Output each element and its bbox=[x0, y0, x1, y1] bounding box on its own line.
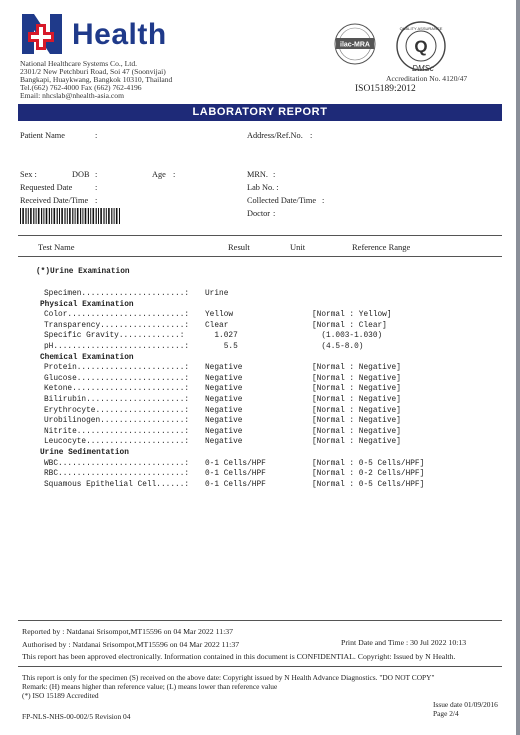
lab-no-label: Lab No. : bbox=[247, 183, 279, 192]
approved-notice: This report has been approved electronically. Information contained in this document is CONFIDENTIAL. Copyright: Issued by N Health. bbox=[22, 652, 456, 661]
doctor-label: Doctor bbox=[247, 209, 271, 218]
test-name: RBC...........................: bbox=[44, 470, 190, 479]
issue-date: Issue date 01/09/2016 bbox=[433, 700, 498, 709]
reference-range: (4.5-8.0) bbox=[312, 343, 364, 351]
barcode-bar bbox=[106, 208, 107, 224]
brand-name: Health bbox=[72, 18, 167, 51]
dmsc-text: DMSc bbox=[412, 64, 434, 73]
patient-name-value: : bbox=[95, 131, 98, 140]
requested-date-value: : bbox=[95, 183, 98, 192]
reference-range: [Normal : Negative] bbox=[312, 374, 401, 383]
barcode-bar bbox=[38, 208, 40, 224]
barcode-bar bbox=[20, 208, 21, 224]
barcode-bar bbox=[43, 208, 44, 224]
test-result: Negative bbox=[205, 427, 243, 436]
q-letter: Q bbox=[414, 37, 428, 56]
accreditation-logos bbox=[333, 18, 453, 78]
page-number: Page 2/4 bbox=[433, 709, 459, 718]
barcode-bar bbox=[41, 208, 42, 224]
test-name: Glucose.......................: bbox=[44, 374, 190, 383]
authorised-by: Authorised by : Natdanai Srisompot,MT15596 on 04 Mar 2022 11:37 bbox=[22, 640, 240, 649]
barcode-bar bbox=[80, 208, 81, 224]
reference-range: [Normal : Clear] bbox=[312, 321, 387, 330]
barcode-bar bbox=[59, 208, 60, 224]
mrn-label: MRN. bbox=[247, 170, 268, 179]
reference-range: [Normal : 0-5 Cells/HPF] bbox=[312, 459, 425, 468]
sex-label: Sex : bbox=[20, 170, 37, 179]
reference-range: [Normal : 0-5 Cells/HPF] bbox=[312, 480, 425, 489]
received-date-value: : bbox=[95, 196, 98, 205]
dob-label: DOB bbox=[72, 170, 90, 179]
barcode-bar bbox=[72, 208, 73, 224]
print-date-time: Print Date and Time : 30 Jul 2022 10:13 bbox=[341, 638, 467, 647]
patient-name-label: Patient Name bbox=[20, 131, 65, 140]
col-unit: Unit bbox=[290, 242, 306, 252]
test-result: Negative bbox=[205, 385, 243, 394]
table-header-rule bbox=[18, 256, 502, 257]
barcode-bar bbox=[111, 208, 112, 224]
mrn-value: : bbox=[273, 170, 276, 179]
reported-by: Reported by : Natdanai Srisompot,MT15596 on 04 Mar 2022 11:37 bbox=[22, 627, 234, 636]
barcode-bar bbox=[116, 208, 118, 224]
reference-range: [Normal : Negative] bbox=[312, 417, 401, 426]
test-name: Leucocyte.....................: bbox=[44, 438, 190, 447]
footer-top-rule bbox=[18, 620, 502, 621]
report-banner bbox=[18, 104, 502, 121]
test-name: WBC...........................: bbox=[44, 459, 190, 468]
barcode-bar bbox=[36, 208, 37, 224]
company-line: National Healthcare Systems Co., Ltd. bbox=[20, 59, 138, 68]
col-reference-range: Reference Range bbox=[352, 242, 411, 252]
test-name: Transparency..................: bbox=[44, 321, 190, 330]
section-title: (*)Urine Examination bbox=[36, 268, 130, 276]
test-name: Squamous Epithelial Cell......: bbox=[44, 480, 190, 489]
reference-range: [Normal : Negative] bbox=[312, 427, 401, 436]
table-top-rule bbox=[18, 235, 502, 236]
reference-range: [Normal : Negative] bbox=[312, 406, 401, 415]
barcode-bar bbox=[54, 208, 56, 224]
ilac-text: ilac-MRA bbox=[340, 41, 370, 49]
group-heading: Chemical Examination bbox=[40, 353, 134, 362]
barcode-bar bbox=[119, 208, 120, 224]
n-health-logo bbox=[20, 12, 180, 58]
barcode-bar bbox=[25, 208, 26, 224]
report-title: LABORATORY REPORT bbox=[192, 106, 328, 118]
barcode-bar bbox=[61, 208, 63, 224]
specimen-notice: This report is only for the specimen (S) received on the above date: Copyright issued by N Health Advance Diagnostics. "DO NOT COPY" bbox=[22, 673, 435, 682]
reference-range: [Normal : Negative] bbox=[312, 438, 401, 447]
test-name: Erythrocyte...................: bbox=[44, 406, 190, 415]
test-result: Negative bbox=[205, 396, 243, 404]
page-edge-shadow bbox=[516, 0, 520, 735]
remark: Remark: (H) means higher than reference value; (L) means lower than reference value bbox=[22, 682, 278, 691]
form-number: FP-NLS-NHS-00-002/5 Revision 04 bbox=[22, 712, 131, 721]
quality-assurance-ring-text: QUALITY ASSURANCE bbox=[399, 26, 443, 31]
collected-date-value: : bbox=[322, 196, 325, 205]
test-result: Negative bbox=[205, 406, 243, 415]
test-name: Specific Gravity.............: bbox=[44, 332, 185, 341]
test-name: Urobilinogen..................: bbox=[44, 417, 190, 426]
dob-value: : bbox=[95, 170, 98, 179]
test-result: 0-1 Cells/HPF bbox=[205, 470, 266, 479]
ilac-mra-logo bbox=[335, 24, 375, 64]
barcode-bar bbox=[108, 208, 110, 224]
test-result: 0-1 Cells/HPF bbox=[205, 459, 266, 468]
test-name: Bilirubin.....................: bbox=[44, 396, 190, 404]
age-label: Age bbox=[152, 170, 166, 179]
address-value: : bbox=[310, 131, 313, 140]
company-address bbox=[20, 60, 172, 100]
qualicert-logo bbox=[397, 22, 445, 73]
company-line: Email: nhcslab@nhealth-asia.com bbox=[20, 91, 124, 100]
reference-range: [Normal : Negative] bbox=[312, 396, 401, 404]
col-test-name: Test Name bbox=[38, 242, 75, 252]
barcode-bar bbox=[90, 208, 91, 224]
collected-date-label: Collected Date/Time bbox=[247, 196, 317, 205]
barcode-bar bbox=[67, 208, 68, 224]
barcode-bar bbox=[64, 208, 65, 224]
barcode-bar bbox=[85, 208, 87, 224]
reference-range: [Normal : 0-2 Cells/HPF] bbox=[312, 470, 425, 479]
barcode-bar bbox=[22, 208, 24, 224]
barcode-bar bbox=[88, 208, 89, 224]
barcode-bar bbox=[77, 208, 79, 224]
test-name: pH............................: bbox=[44, 343, 190, 351]
barcode-bar bbox=[114, 208, 115, 224]
accreditation-number: Accreditation No. 4120/47 bbox=[386, 74, 468, 83]
barcode-bar bbox=[57, 208, 58, 224]
requested-date-label: Requested Date bbox=[20, 183, 73, 192]
test-name: Color.........................: bbox=[44, 311, 190, 320]
test-result: Negative bbox=[205, 438, 243, 447]
test-result: 0-1 Cells/HPF bbox=[205, 480, 266, 489]
iso-standard: ISO15189:2012 bbox=[355, 84, 416, 94]
footer-mid-rule bbox=[18, 666, 502, 667]
iso-note: (*) ISO 15189 Accredited bbox=[22, 691, 99, 700]
n-logo-icon bbox=[20, 12, 70, 56]
barcode-bar bbox=[100, 208, 102, 224]
reference-range: (1.003-1.030) bbox=[312, 332, 383, 341]
barcode-bar bbox=[93, 208, 95, 224]
address-label: Address/Ref.No. bbox=[247, 131, 303, 140]
barcode-bar bbox=[46, 208, 48, 224]
company-line: Bangkapi, Huaykwang, Bangkok 10310, Thailand bbox=[20, 75, 173, 84]
barcode-bar bbox=[33, 208, 34, 224]
test-result: Yellow bbox=[205, 311, 234, 320]
group-heading: Urine Sedimentation bbox=[40, 449, 129, 457]
barcode-bar bbox=[98, 208, 99, 224]
test-result: Negative bbox=[205, 417, 243, 426]
barcode-bar bbox=[30, 208, 32, 224]
test-result: Negative bbox=[205, 364, 243, 373]
barcode-bar bbox=[75, 208, 76, 224]
test-name: Specimen......................: bbox=[44, 290, 190, 298]
barcode-bar bbox=[103, 208, 104, 224]
barcode-bar bbox=[96, 208, 97, 224]
doctor-value: : bbox=[273, 209, 276, 218]
test-name: Ketone........................: bbox=[44, 385, 190, 394]
group-heading: Physical Examination bbox=[40, 300, 134, 309]
test-name: Nitrite.......................: bbox=[44, 427, 190, 436]
reference-range: [Normal : Negative] bbox=[312, 364, 401, 373]
col-result: Result bbox=[228, 242, 250, 252]
received-date-label: Received Date/Time bbox=[20, 196, 89, 205]
barcode-bar bbox=[51, 208, 52, 224]
test-result: Urine bbox=[205, 290, 229, 298]
test-result: Negative bbox=[205, 374, 243, 383]
company-line: Tel.(662) 762-4000 Fax (662) 762-4196 bbox=[20, 83, 142, 92]
specimen-barcode bbox=[20, 208, 120, 224]
barcode-bar bbox=[49, 208, 50, 224]
barcode-bar bbox=[28, 208, 29, 224]
reference-range: [Normal : Yellow] bbox=[312, 311, 392, 320]
test-result: Clear bbox=[205, 321, 229, 330]
age-value: : bbox=[173, 170, 176, 179]
reference-range: [Normal : Negative] bbox=[312, 385, 401, 394]
test-result: 5.5 bbox=[205, 343, 238, 351]
company-line: 2301/2 New Petchburi Road, Soi 47 (Soonvijai) bbox=[20, 67, 166, 76]
test-name: Protein.......................: bbox=[44, 364, 190, 373]
test-result: 1.027 bbox=[205, 332, 238, 341]
barcode-bar bbox=[69, 208, 71, 224]
barcode-bar bbox=[82, 208, 83, 224]
